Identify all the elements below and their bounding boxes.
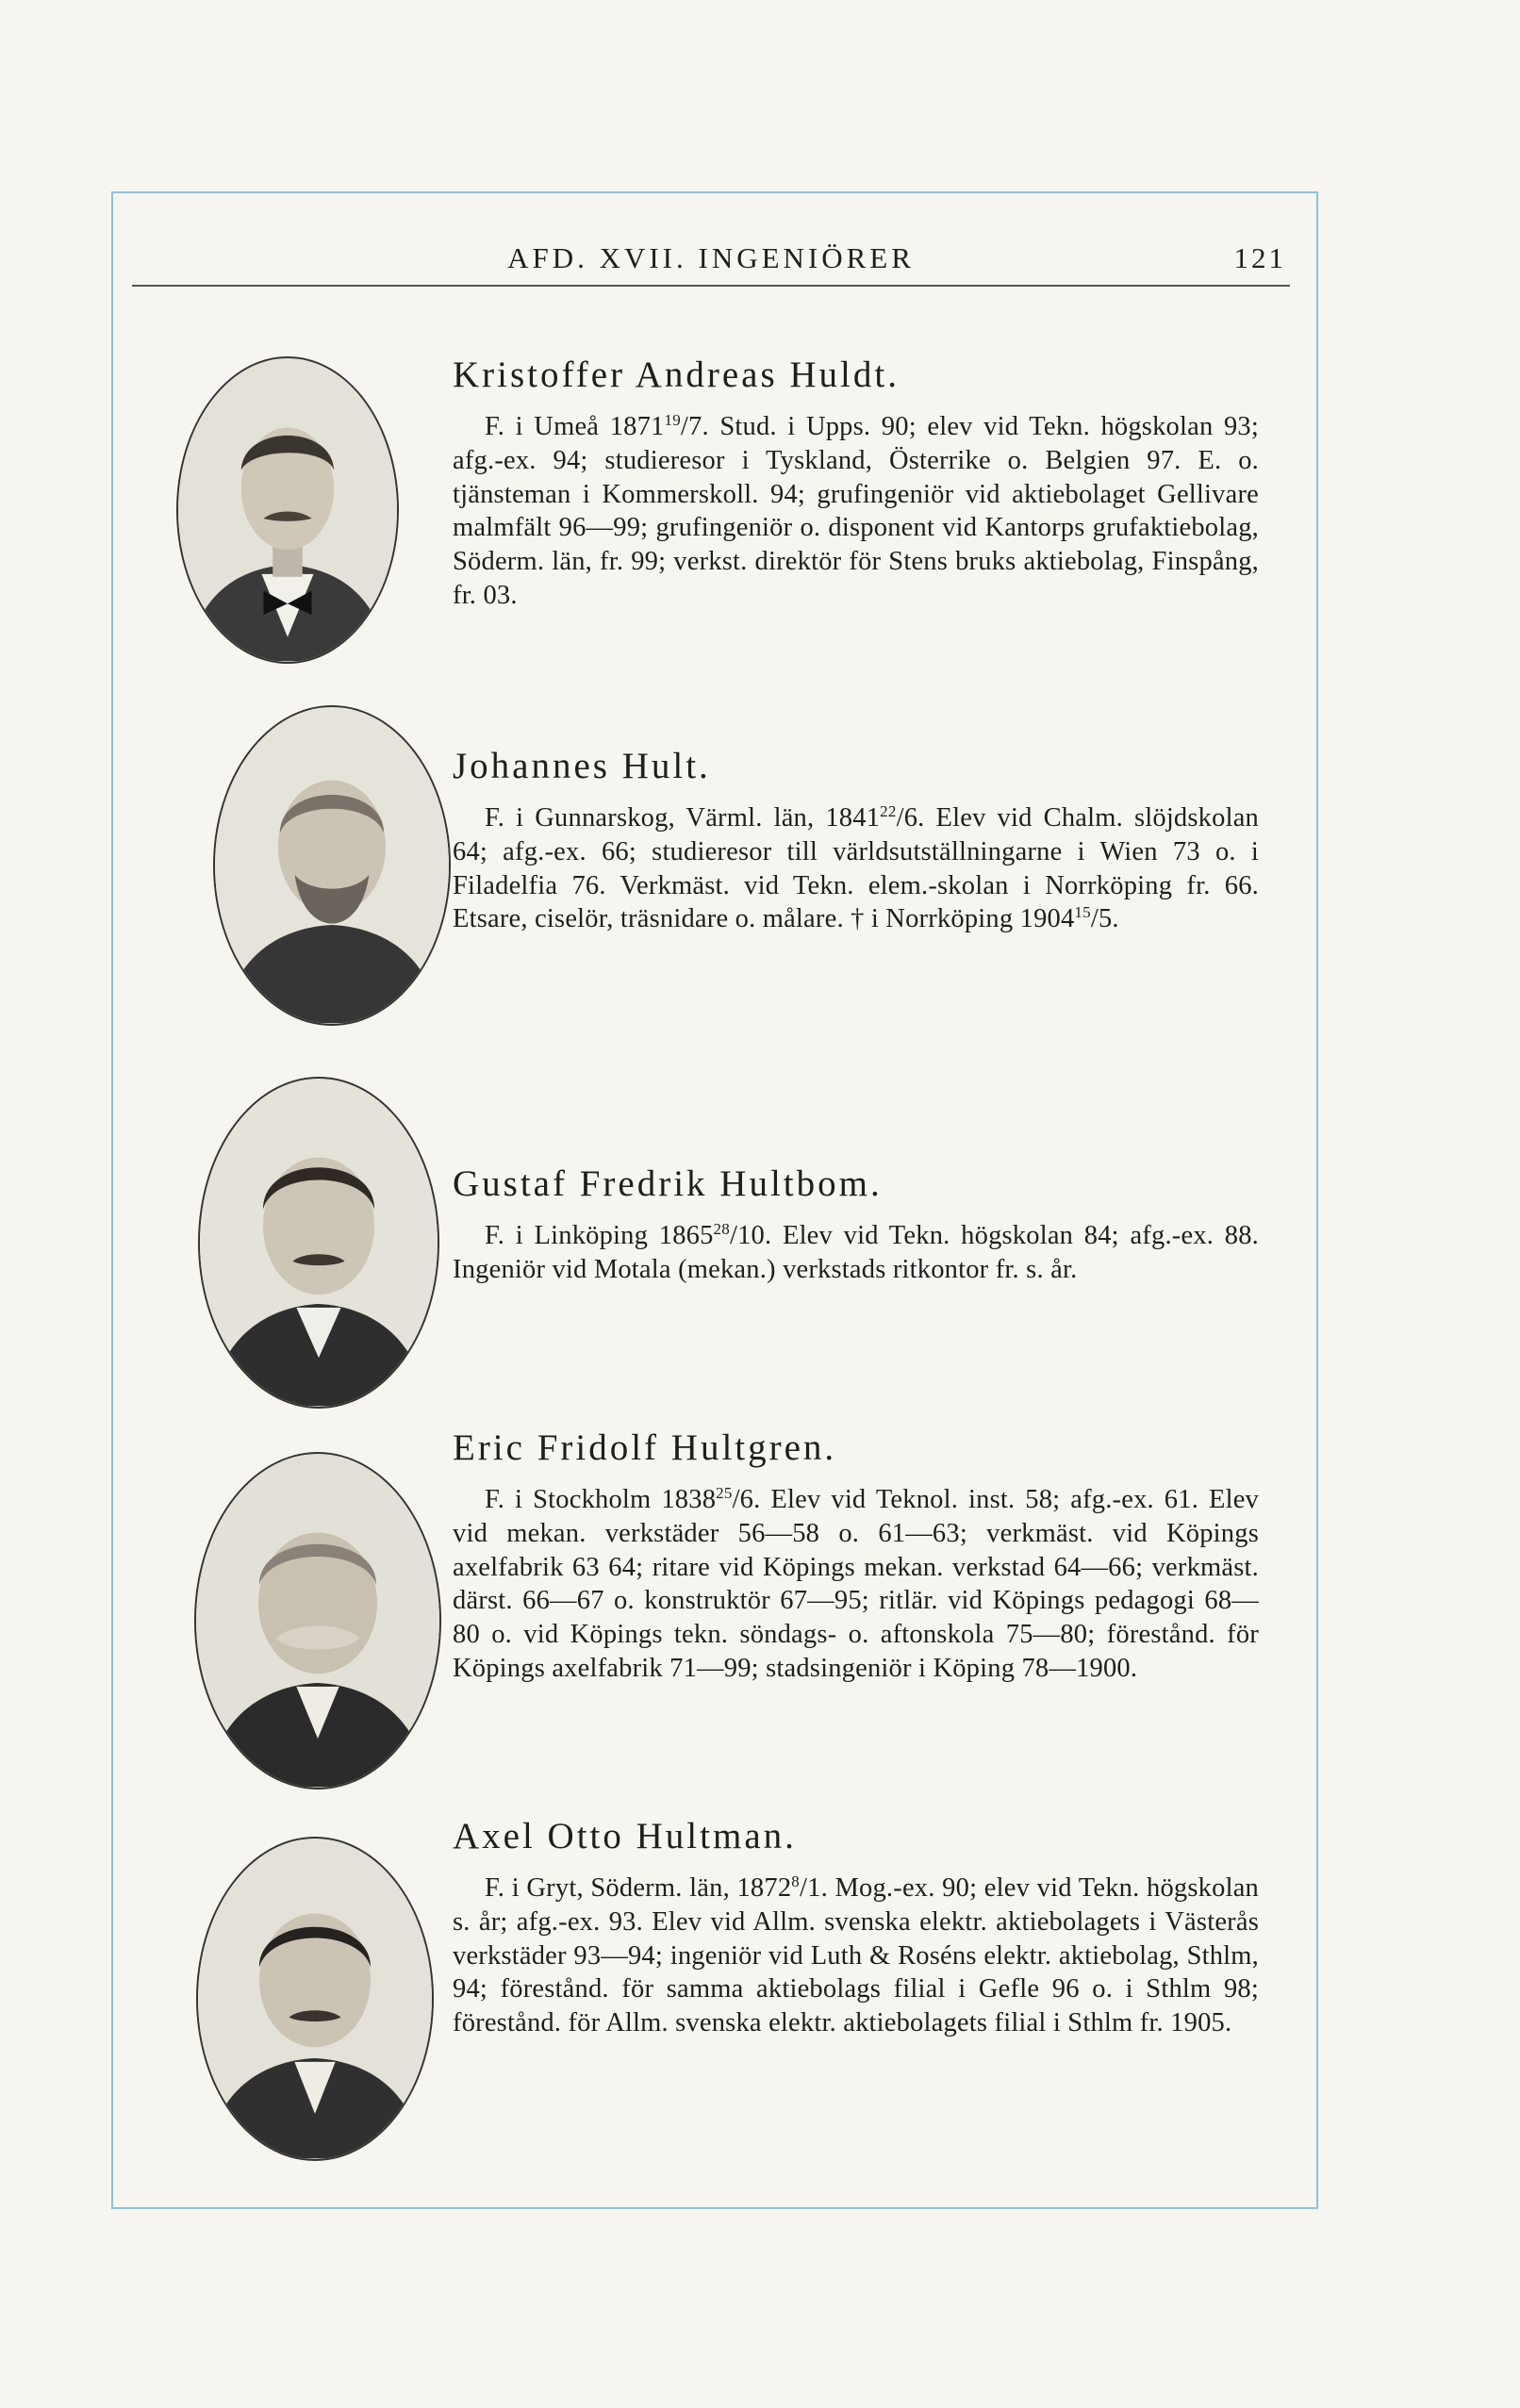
biography-text [453, 1483, 1259, 1686]
bio-part: F. i Umeå 1871 [485, 412, 665, 441]
entry-hultbom [453, 1163, 1259, 1287]
biography-text [453, 801, 1259, 936]
date-superscript: 8 [791, 1872, 800, 1890]
date-superscript: 15 [1074, 903, 1091, 922]
portrait-photo [198, 1077, 439, 1409]
entry-hult [453, 745, 1259, 936]
portrait-image [196, 1454, 439, 1788]
date-superscript: 28 [713, 1220, 730, 1238]
bio-part: F. i Linköping 1865 [485, 1221, 714, 1250]
date-superscript: 22 [880, 802, 897, 820]
section-title: AFD. XVII. INGENIÖRER [507, 241, 915, 274]
person-name: Gustaf Fredrik Hultbom. [453, 1163, 883, 1204]
bio-part: /6. Elev vid Chalm. slöjdskolan 64; afg.-ex. 66; studieresor till världsutställningarne i Wien 73 o. i Filadelfia 76. Verkmäst. vid Tekn. elem.-skolan i Norrköping fr. 66. Etsare, ciselör, träsnidare o. målare. † i Norrköping 1904 [453, 803, 1259, 934]
bio-part: /7. Stud. i Upps. 90; elev vid Tekn. högskolan 93; afg.-ex. 94; studieresor i Tyskland, Österrike o. Belgien 97. E. o. tjänsteman i Kommerskoll. 94; grufingeniör vid aktiebolaget Gellivare malmfält 96—99; grufingeniör o. disponent vid Kantorps grufaktiebolag, Söderm. län, fr. 99; verkst. direktör för Stens bruks aktiebolag, Finspång, fr. 03. [453, 412, 1259, 610]
entry-hultman [453, 1815, 1259, 2040]
portrait-photo [196, 1837, 434, 2161]
person-name: Eric Fridolf Hultgren. [453, 1427, 837, 1468]
bio-part: /10. Elev vid Tekn. högskolan 84; afg.-ex. 88. Ingeniör vid Motala (mekan.) verkstads ritkontor fr. s. år. [453, 1221, 1259, 1284]
biography-text [453, 410, 1259, 613]
bio-part: F. i Gunnarskog, Värml. län, 1841 [485, 803, 881, 833]
bio-part: /1. Mog.-ex. 90; elev vid Tekn. högskolan s. år; afg.-ex. 93. Elev vid Allm. svenska elektr. aktiebolagets i Västerås verkstäder 93—94; ingeniör vid Luth & Roséns elektr. aktiebolag, Sthlm, 94; förestånd. för samma aktiebolags filial i Gefle 96 o. i Sthlm 98; förestånd. för Allm. svenska elektr. aktiebolagets filial i Sthlm fr. 1905. [453, 1873, 1259, 2038]
date-superscript: 25 [716, 1484, 733, 1502]
entry-huldt [453, 354, 1259, 613]
portrait-photo [176, 356, 399, 664]
portrait-image [215, 707, 449, 1024]
bio-part: /5. [1090, 904, 1119, 934]
person-name: Kristoffer Andreas Huldt. [453, 355, 900, 395]
person-name: Axel Otto Hultman. [453, 1816, 797, 1856]
bio-part: F. i Stockholm 1838 [485, 1485, 717, 1514]
portrait-image [198, 1839, 432, 2159]
entry-hultgren [453, 1427, 1259, 1686]
biography-text [453, 1219, 1259, 1287]
portrait-photo [194, 1452, 441, 1790]
portrait-image [200, 1079, 438, 1407]
bio-part: /6. Elev vid Teknol. inst. 58; afg.-ex. 61. Elev vid mekan. verkstäder 56—58 o. 61—63; verkmäst. vid Köpings axelfabrik 63 64; ritare vid Köpings mekan. verkstad 64—66; verkmäst. därst. 66—67 o. konstruktör 67—95; ritlär. vid Köpings pedagogi 68—80 o. vid Köpings tekn. söndags- o. aftonskola 75—80; förestånd. för Köpings axelfabrik 71—99; stadsingeniör i Köping 78—1900. [453, 1485, 1259, 1683]
portrait-photo [213, 705, 451, 1026]
running-head [132, 238, 1290, 287]
bio-part: F. i Gryt, Söderm. län, 1872 [485, 1873, 792, 1903]
person-name: Johannes Hult. [453, 746, 711, 786]
page-number: 121 [1233, 241, 1286, 274]
biography-text [453, 1872, 1259, 2040]
date-superscript: 19 [664, 411, 681, 429]
portrait-image [178, 358, 397, 662]
